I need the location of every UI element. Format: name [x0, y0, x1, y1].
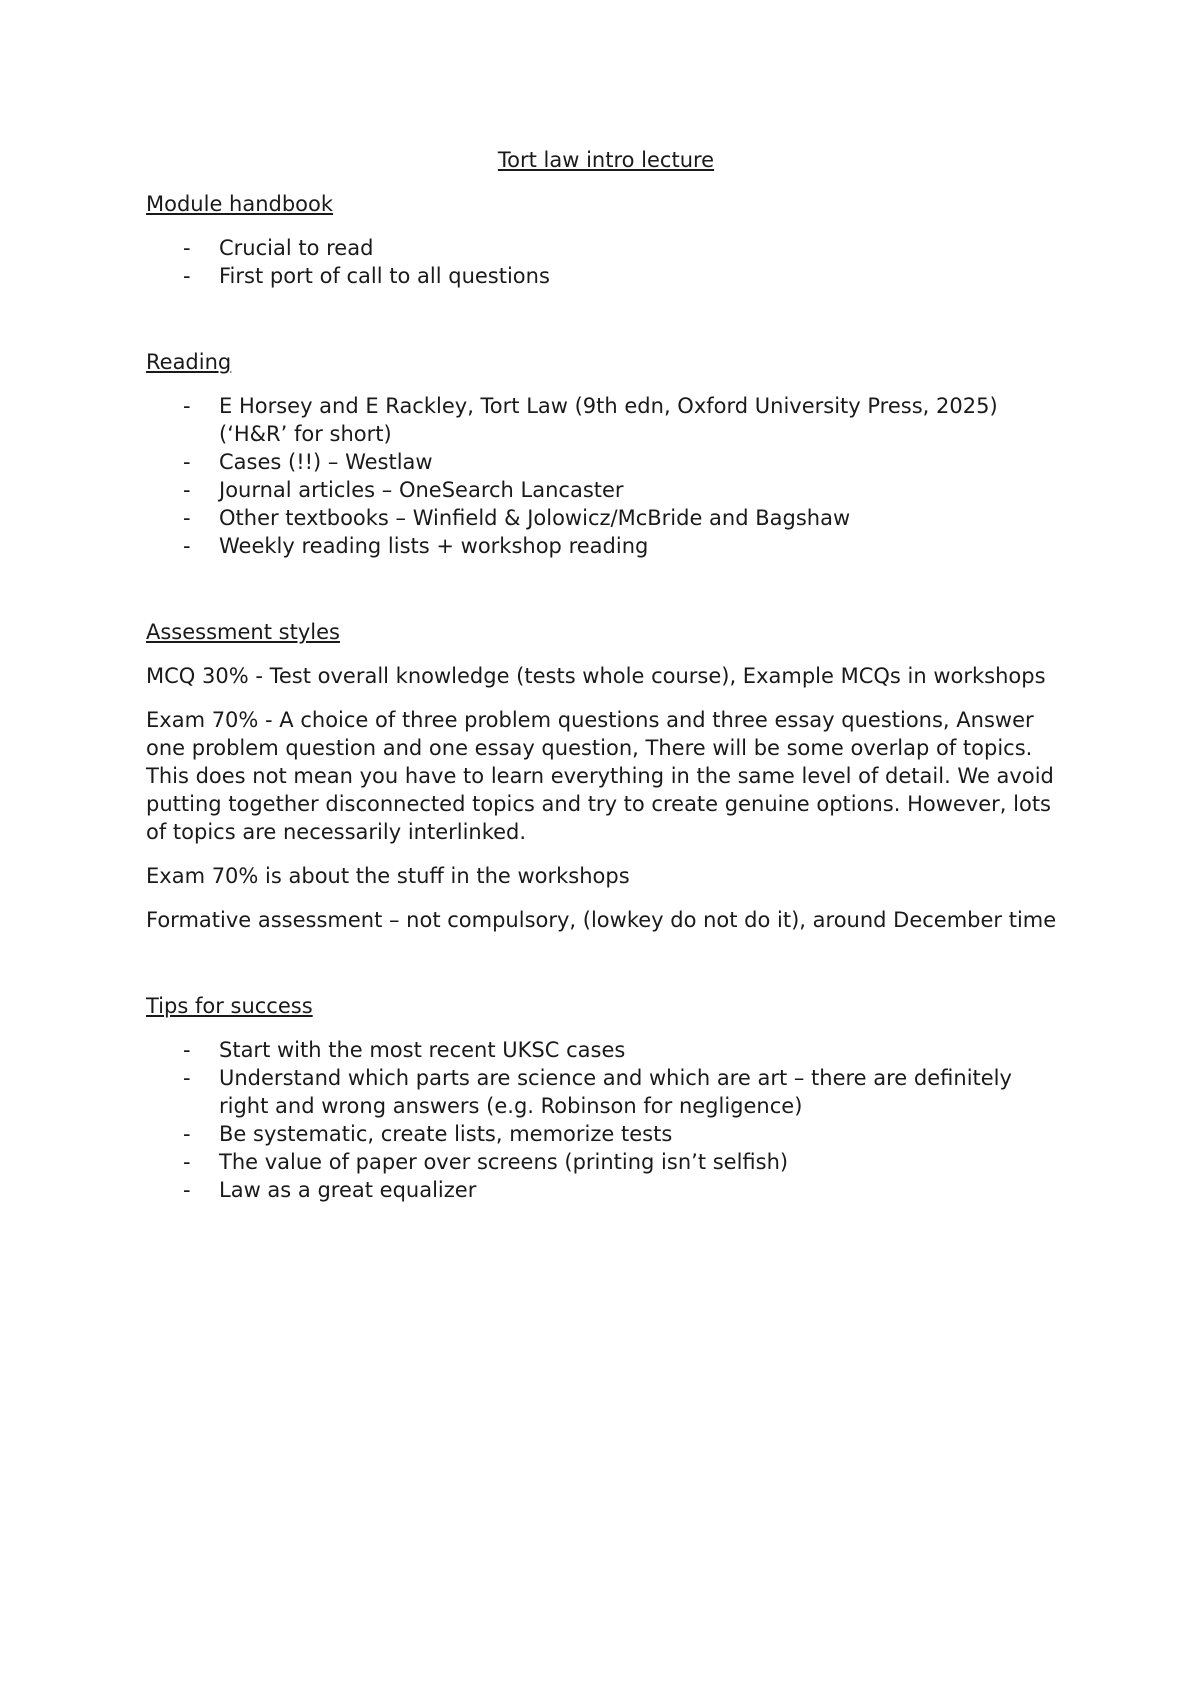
- bullet-dash: -: [183, 236, 191, 260]
- section-heading-reading: Reading: [146, 350, 232, 374]
- list-item: [146, 532, 1066, 560]
- list-item-text: First port of call to all questions: [219, 264, 550, 288]
- list-item: [146, 1064, 1066, 1120]
- list-item: [146, 234, 1066, 262]
- list-item: [146, 262, 1066, 290]
- spacer: [146, 560, 1066, 618]
- section-tips: [146, 992, 1066, 1204]
- list-item: [146, 1176, 1066, 1204]
- assessment-paragraph-mcq: MCQ 30% - Test overall knowledge (tests whole course), Example MCQs in workshops: [146, 664, 1046, 688]
- bullet-dash: -: [183, 534, 191, 558]
- list-item: [146, 392, 1066, 448]
- section-reading: [146, 348, 1066, 560]
- assessment-paragraph-exam: Exam 70% - A choice of three problem questions and three essay questions, Answer one problem question and one essay question, There will be some overlap of topics. This does not mean you have to learn everything in the same level of detail. We avoid putting together disconnected topics and try to create genuine options. However, lots of topics are necessarily interlinked.: [146, 708, 1054, 844]
- bullet-dash: -: [183, 1066, 191, 1090]
- document-body: [146, 146, 1066, 1204]
- bullet-dash: -: [183, 1178, 191, 1202]
- section-heading-module-handbook: Module handbook: [146, 192, 334, 216]
- list-item: [146, 476, 1066, 504]
- list-item-text: Be systematic, create lists, memorize tests: [219, 1122, 673, 1146]
- section-module-handbook: [146, 190, 1066, 290]
- bullet-dash: -: [183, 394, 191, 418]
- document-title: Tort law intro lecture: [497, 148, 715, 172]
- list-item-text: E Horsey and E Rackley, Tort Law (9th edn, Oxford University Press, 2025) (‘H&R’ for short): [219, 394, 998, 446]
- list-item: [146, 504, 1066, 532]
- bullet-dash: -: [183, 264, 191, 288]
- module-handbook-list: [146, 234, 1066, 290]
- spacer: [146, 950, 1066, 992]
- list-item: [146, 448, 1066, 476]
- bullet-dash: -: [183, 506, 191, 530]
- list-item-text: Start with the most recent UKSC cases: [219, 1038, 626, 1062]
- list-item: [146, 1120, 1066, 1148]
- list-item: [146, 1036, 1066, 1064]
- assessment-paragraph-formative: Formative assessment – not compulsory, (lowkey do not do it), around December time: [146, 908, 1057, 932]
- bullet-dash: -: [183, 1150, 191, 1174]
- tips-list: [146, 1036, 1066, 1204]
- bullet-dash: -: [183, 450, 191, 474]
- section-heading-tips: Tips for success: [146, 994, 313, 1018]
- section-heading-assessment: Assessment styles: [146, 620, 340, 644]
- section-assessment: [146, 618, 1066, 934]
- list-item: [146, 1148, 1066, 1176]
- spacer: [146, 290, 1066, 348]
- list-item-text: The value of paper over screens (printing isn’t selfish): [219, 1150, 789, 1174]
- list-item-text: Law as a great equalizer: [219, 1178, 477, 1202]
- list-item-text: Understand which parts are science and which are art – there are definitely right and wrong answers (e.g. Robinson for negligence): [219, 1066, 1012, 1118]
- bullet-dash: -: [183, 478, 191, 502]
- assessment-paragraph-exam-workshops: Exam 70% is about the stuff in the workshops: [146, 864, 630, 888]
- list-item-text: Journal articles – OneSearch Lancaster: [219, 478, 624, 502]
- bullet-dash: -: [183, 1038, 191, 1062]
- list-item-text: Other textbooks – Winfield & Jolowicz/McBride and Bagshaw: [219, 506, 851, 530]
- bullet-dash: -: [183, 1122, 191, 1146]
- list-item-text: Crucial to read: [219, 236, 374, 260]
- list-item-text: Weekly reading lists + workshop reading: [219, 534, 649, 558]
- reading-list: [146, 392, 1066, 560]
- list-item-text: Cases (!!) – Westlaw: [219, 450, 433, 474]
